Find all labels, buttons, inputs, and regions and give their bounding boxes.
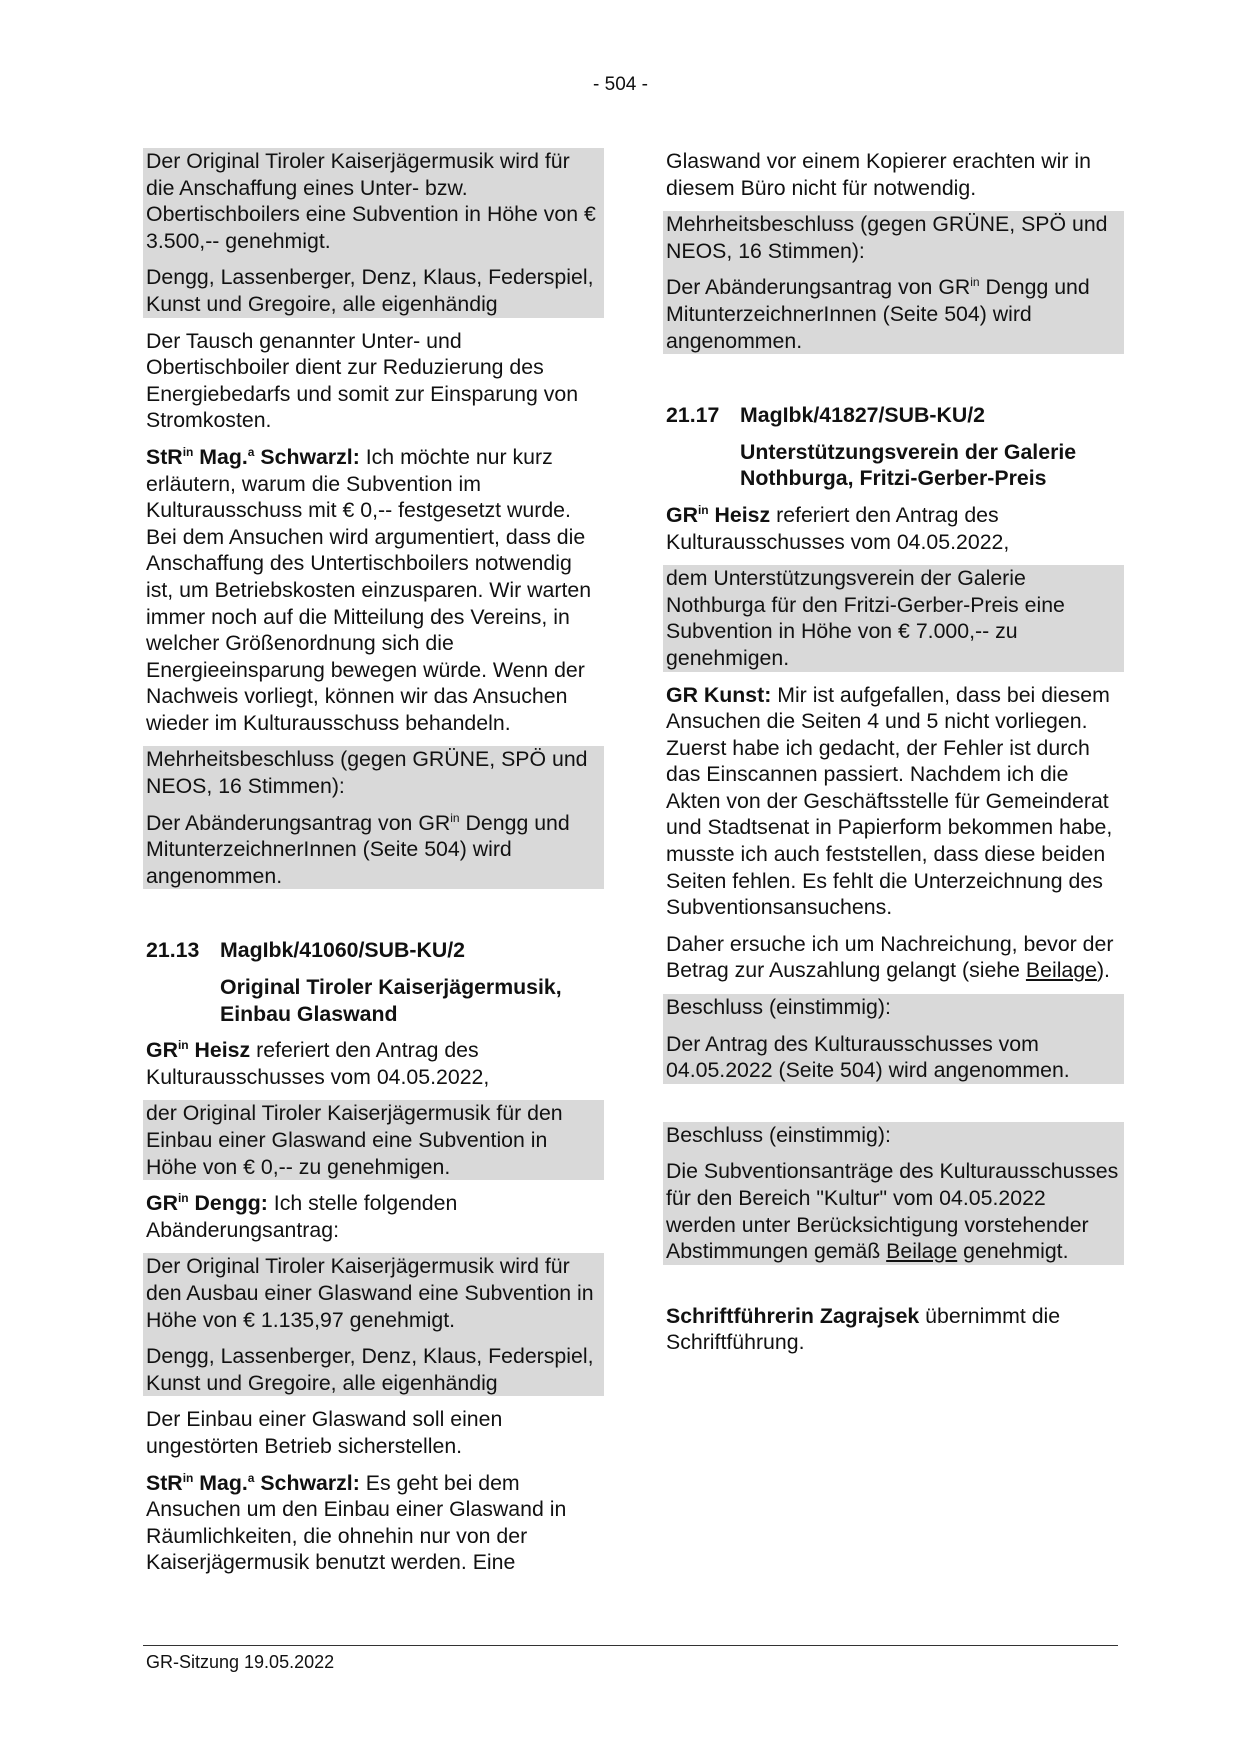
left-column xyxy=(146,148,604,1586)
spacer xyxy=(666,1084,1124,1122)
resolution-block xyxy=(663,994,1124,1084)
speaker-name: Schriftführerin Zagrajsek xyxy=(666,1303,920,1328)
signatories: Dengg, Lassenberger, Denz, Klaus, Federspiel, Kunst und Gregoire, alle eigenhändig xyxy=(146,1344,594,1395)
footer-rule xyxy=(143,1645,1118,1646)
speaker-name: StR$^{in}$ Mag.$^a$ Schwarzl: xyxy=(146,444,360,469)
motion-text: Der Original Tiroler Kaiserjägermusik wird für den Ausbau einer Glaswand eine Subvention in Höhe von € 1.135,97 genehmigt. xyxy=(146,1254,594,1332)
resolution-label: Mehrheitsbeschluss (gegen GRÜNE, SPÖ und NEOS, 16 Stimmen): xyxy=(666,212,1108,263)
resolution-text: Der Antrag des Kulturausschusses vom 04.05.2022 (Seite 504) wird angenommen. xyxy=(666,1031,1070,1083)
page-number: - 504 - xyxy=(593,74,648,95)
motion-block xyxy=(143,1100,604,1180)
agenda-item-title: Original Tiroler Kaiserjägermusik, Einbau Glaswand xyxy=(220,975,562,1026)
resolution-label: Mehrheitsbeschluss (gegen GRÜNE, SPÖ und NEOS, 16 Stimmen): xyxy=(146,747,588,799)
motion-text: Der Original Tiroler Kaiserjägermusik wird für die Anschaffung eines Unter- bzw. Obertischboilers eine Subvention in Höhe von € 3.500,-- genehmigt. xyxy=(146,149,596,253)
paragraph: Daher ersuche ich um Nachreichung, bevor der Betrag zur Auszahlung gelangt (siehe Beilage). xyxy=(666,931,1114,983)
resolution-block xyxy=(663,1122,1124,1265)
paragraph: Der Tausch genannter Unter- und Obertischboiler dient zur Reduzierung des Energiebedarfs und somit zur Einsparung von Stromkosten. xyxy=(146,328,579,433)
agenda-item-heading: 21.17 MagIbk/41827/SUB-KU/2 xyxy=(666,403,985,428)
speaker-name: $GR^{in}$ Dengg: xyxy=(146,1191,268,1216)
right-column xyxy=(666,148,1124,1366)
motion-block xyxy=(663,565,1124,671)
paragraph: Der Einbau einer Glaswand soll einen ungestörten Betrieb sicherstellen. xyxy=(146,1407,503,1458)
resolution-text: Die Subventionsanträge des Kulturausschusses für den Bereich "Kultur" vom 04.05.2022 werden unter Berücksichtigung vorstehender Abstimmungen gemäß Beilage genehmigt. xyxy=(666,1159,1119,1264)
spacer xyxy=(666,1265,1124,1303)
speaker-paragraph: GR Kunst: Mir ist aufgefallen, dass bei diesem Ansuchen die Seiten 4 und 5 nicht vorliegen. Zuerst habe ich gedacht, der Fehler ist durch das Einscannen passiert. Nachdem ich die Akten von der Geschäftsstelle für Gemeinderat und Stadtsenat in Papierform bekommen habe, musste ich auch feststellen, dass diese beiden Seiten fehlen. Es fehlt die Unterzeichnung des Subventionsansuchens. xyxy=(666,682,1113,920)
speaker-name: $GR^{in}$ Heisz xyxy=(666,502,771,527)
resolution-text: Der Abänderungsantrag von $GR^{in}$ Dengg und MitunterzeichnerInnen (Seite 504) wird angenommen. xyxy=(666,275,1090,353)
speaker-name: $GR^{in}$ Heisz xyxy=(146,1038,251,1063)
paragraph: Glaswand vor einem Kopierer erachten wir in diesem Büro nicht für notwendig. xyxy=(666,149,1091,200)
speaker-name: GR Kunst: xyxy=(666,682,772,707)
beilage-link[interactable]: Beilage xyxy=(886,1239,958,1264)
speaker-paragraph: StR$^{in}$ Mag.$^a$ Schwarzl: Ich möchte nur kurz erläutern, warum die Subvention im Kulturausschuss mit € 0,-- festgesetzt wurde. Bei dem Ansuchen wird argumentiert, dass die Anschaffung des Untertischboilers notwendig ist, um Betriebskosten einzusparen. Wir warten immer noch auf die Mitteilung des Vereins, in welcher Größenordnung sich die Energieeinsparung bewegen würde. Wenn der Nachweis vorliegt, können wir das Ansuchen wieder im Kulturausschuss behandeln. xyxy=(146,444,592,735)
speaker-paragraph: $GR^{in}$ Heisz referiert den Antrag des Kulturausschusses vom 04.05.2022, xyxy=(146,1038,490,1089)
agenda-item-title: Unterstützungsverein der Galerie Nothburga, Fritzi-Gerber-Preis xyxy=(740,439,1077,491)
resolution-block xyxy=(143,746,604,889)
motion-block xyxy=(143,1253,604,1396)
beilage-link[interactable]: Beilage xyxy=(1025,958,1097,983)
resolution-label: Beschluss (einstimmig): xyxy=(666,995,891,1020)
resolution-block xyxy=(663,211,1124,354)
speaker-name: StR$^{in}$ Mag.$^a$ Schwarzl: xyxy=(146,1470,360,1495)
motion-text: der Original Tiroler Kaiserjägermusik für den Einbau einer Glaswand eine Subvention in Höhe von € 0,-- zu genehmigen. xyxy=(146,1101,563,1179)
signatories: Dengg, Lassenberger, Denz, Klaus, Federspiel, Kunst und Gregoire, alle eigenhändig xyxy=(146,265,594,316)
speaker-paragraph: StR$^{in}$ Mag.$^a$ Schwarzl: Es geht bei dem Ansuchen um den Einbau einer Glaswand in Räumlichkeiten, die ohnehin nur von der Kaiserjägermusik benutzt werden. Eine xyxy=(146,1470,567,1575)
footer-text: GR-Sitzung 19.05.2022 xyxy=(146,1652,335,1672)
motion-text: dem Unterstützungsverein der Galerie Nothburga für den Fritzi-Gerber-Preis eine Subvention in Höhe von € 7.000,-- zu genehmigen. xyxy=(666,566,1065,670)
speaker-paragraph: Schriftführerin Zagrajsek übernimmt die Schriftführung. xyxy=(666,1303,1061,1355)
motion-block xyxy=(143,148,604,318)
resolution-text: Der Abänderungsantrag von $GR^{in}$ Dengg und MitunterzeichnerInnen (Seite 504) wird angenommen. xyxy=(146,810,570,888)
speaker-paragraph: $GR^{in}$ Heisz referiert den Antrag des Kulturausschusses vom 04.05.2022, xyxy=(666,502,1010,554)
resolution-label: Beschluss (einstimmig): xyxy=(666,1122,891,1147)
speaker-paragraph: $GR^{in}$ Dengg: Ich stelle folgenden Abänderungsantrag: xyxy=(146,1191,458,1242)
agenda-item-heading: 21.13 MagIbk/41060/SUB-KU/2 xyxy=(146,938,465,963)
